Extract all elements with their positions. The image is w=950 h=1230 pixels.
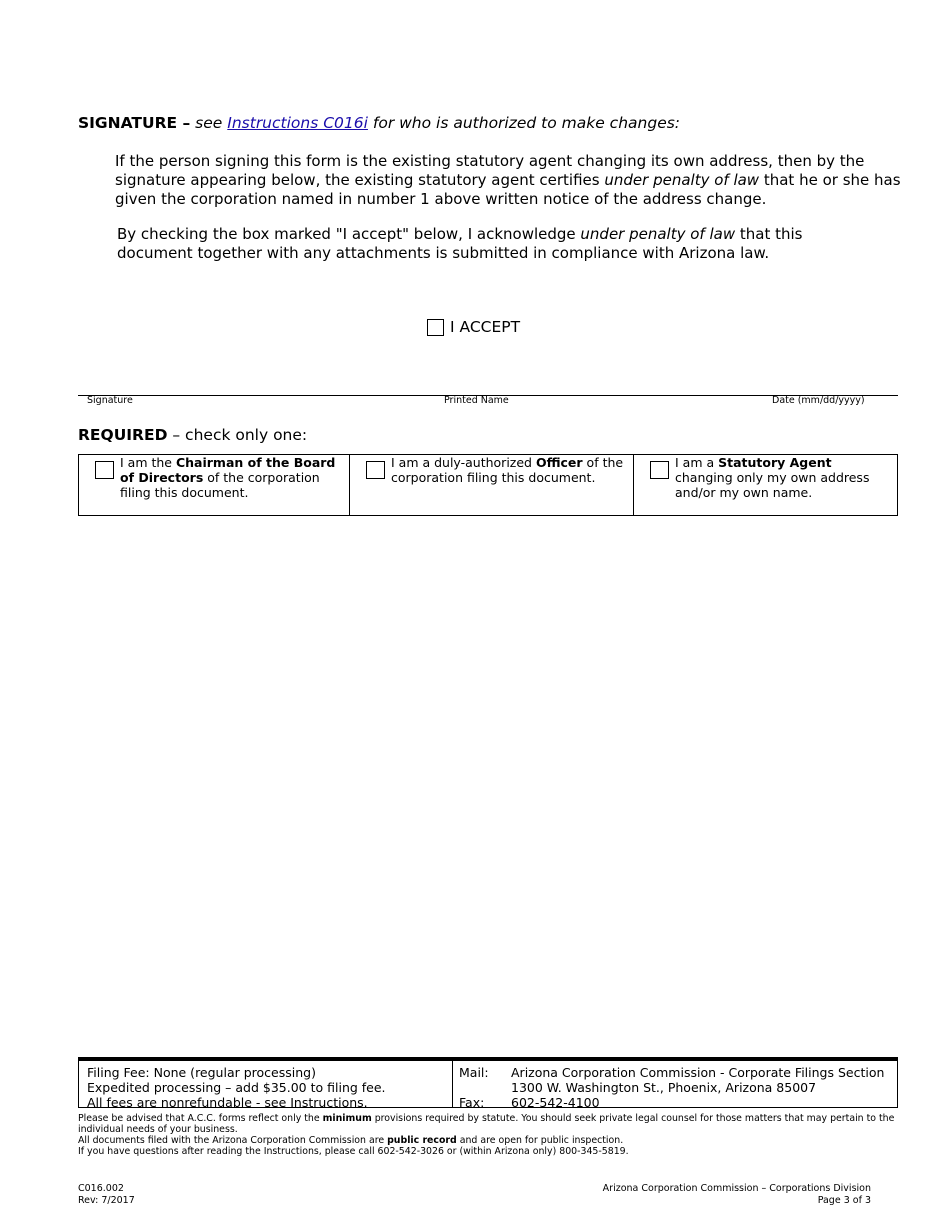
officer-option-text xyxy=(391,455,629,485)
chairman-text-pre: I am the xyxy=(120,455,176,470)
para2-text-b: that this document together with any attachments is submitted in compliance with Arizona law. xyxy=(117,225,803,262)
mail-fax-info xyxy=(453,1061,897,1110)
chairman-text-post: of the corporation filing this document. xyxy=(120,470,320,500)
role-option-chairman[interactable] xyxy=(79,455,349,515)
signature-heading-rest: for who is authorized to make changes: xyxy=(367,114,681,132)
role-option-statutory-agent[interactable] xyxy=(633,455,897,515)
officer-checkbox[interactable] xyxy=(366,461,385,479)
agent-text-pre: I am a xyxy=(675,455,719,470)
statutory-agent-option-text xyxy=(675,455,893,500)
statutory-agent-checkbox[interactable] xyxy=(650,461,669,479)
chairman-checkbox[interactable] xyxy=(95,461,114,479)
legal-notice xyxy=(78,1113,898,1157)
signature-heading-see: see xyxy=(190,114,228,132)
nonrefundable-line: All fees are nonrefundable - see Instructions. xyxy=(87,1095,368,1110)
chairman-option-text xyxy=(120,455,345,500)
date-label: Date (mm/dd/yyyy) xyxy=(772,395,865,406)
agent-text-post: changing only my own address and/or my own name. xyxy=(675,470,870,500)
agent-text-bold: Statutory Agent xyxy=(718,455,832,470)
form-revision: Rev: 7/2017 xyxy=(78,1194,135,1206)
fee-info xyxy=(79,1061,453,1110)
notice-line-1 xyxy=(78,1113,898,1135)
notice-2b: and are open for public inspection. xyxy=(456,1135,624,1146)
filing-fee-line: Filing Fee: None (regular processing) xyxy=(87,1065,316,1080)
para1-emphasis: under penalty of law xyxy=(604,171,760,189)
signature-heading-label: SIGNATURE – xyxy=(78,114,191,132)
mail-label: Mail: xyxy=(459,1065,489,1080)
para2-text-a: By checking the box marked "I accept" below, I acknowledge xyxy=(117,225,581,243)
expedited-fee-line: Expedited processing – add $35.00 to filing fee. xyxy=(87,1080,386,1095)
fax-number: 602-542-4100 xyxy=(511,1095,600,1110)
notice-2-bold: public record xyxy=(387,1135,457,1146)
form-identifier xyxy=(78,1183,135,1206)
officer-text-pre: I am a duly-authorized xyxy=(391,455,536,470)
role-option-officer[interactable] xyxy=(349,455,633,515)
page-number: Page 3 of 3 xyxy=(817,1194,871,1206)
para1-text-b: that he or she has given the corporation named in number 1 above written notice of the address change. xyxy=(115,171,901,208)
officer-text-post: of the corporation filing this document. xyxy=(391,455,624,485)
mail-line-2: 1300 W. Washington St., Phoenix, Arizona 85007 xyxy=(511,1080,817,1095)
notice-2a: All documents filed with the Arizona Corporation Commission are xyxy=(78,1135,388,1146)
accept-label: I ACCEPT xyxy=(450,318,521,336)
para1-text-a: If the person signing this form is the existing statutory agent changing its own address, then by the signature appearing below, the existing statutory agent certifies xyxy=(115,152,865,189)
accept-checkbox[interactable] xyxy=(427,319,444,336)
notice-1-bold: minimum xyxy=(322,1113,372,1124)
instructions-link[interactable]: Instructions C016i xyxy=(227,114,368,132)
notice-1b: provisions required by statute. You should seek private legal counsel for those matters that may pertain to the individual needs of your business. xyxy=(78,1113,895,1135)
notice-line-2 xyxy=(78,1135,898,1146)
signer-role-options xyxy=(78,454,898,516)
acknowledgement-paragraph xyxy=(117,225,877,263)
signature-label: Signature xyxy=(87,395,133,406)
agency-name: Arizona Corporation Commission – Corporations Division xyxy=(602,1183,871,1194)
required-heading xyxy=(78,426,307,444)
printed-name-label: Printed Name xyxy=(444,395,509,406)
mail-line-1: Arizona Corporation Commission - Corporate Filings Section xyxy=(511,1065,885,1080)
statutory-agent-certification xyxy=(115,152,915,209)
notice-1a: Please be advised that A.C.C. forms reflect only the xyxy=(78,1113,323,1124)
fax-label: Fax: xyxy=(459,1095,485,1110)
para2-emphasis: under penalty of law xyxy=(580,225,736,243)
signature-heading xyxy=(78,114,680,132)
required-heading-rest: – check only one: xyxy=(167,426,308,444)
agency-footer xyxy=(603,1183,871,1206)
chairman-text-bold: Chairman of the Board of Directors xyxy=(120,455,336,485)
accept-checkbox-group[interactable] xyxy=(427,318,520,336)
form-number: C016.002 xyxy=(78,1183,124,1194)
notice-line-3: If you have questions after reading the Instructions, please call 602-542-3026 or (within Arizona only) 800-345-5819. xyxy=(78,1146,629,1157)
filing-fee-box xyxy=(78,1057,898,1108)
required-heading-label: REQUIRED xyxy=(78,426,168,444)
officer-text-bold: Officer xyxy=(535,455,583,470)
